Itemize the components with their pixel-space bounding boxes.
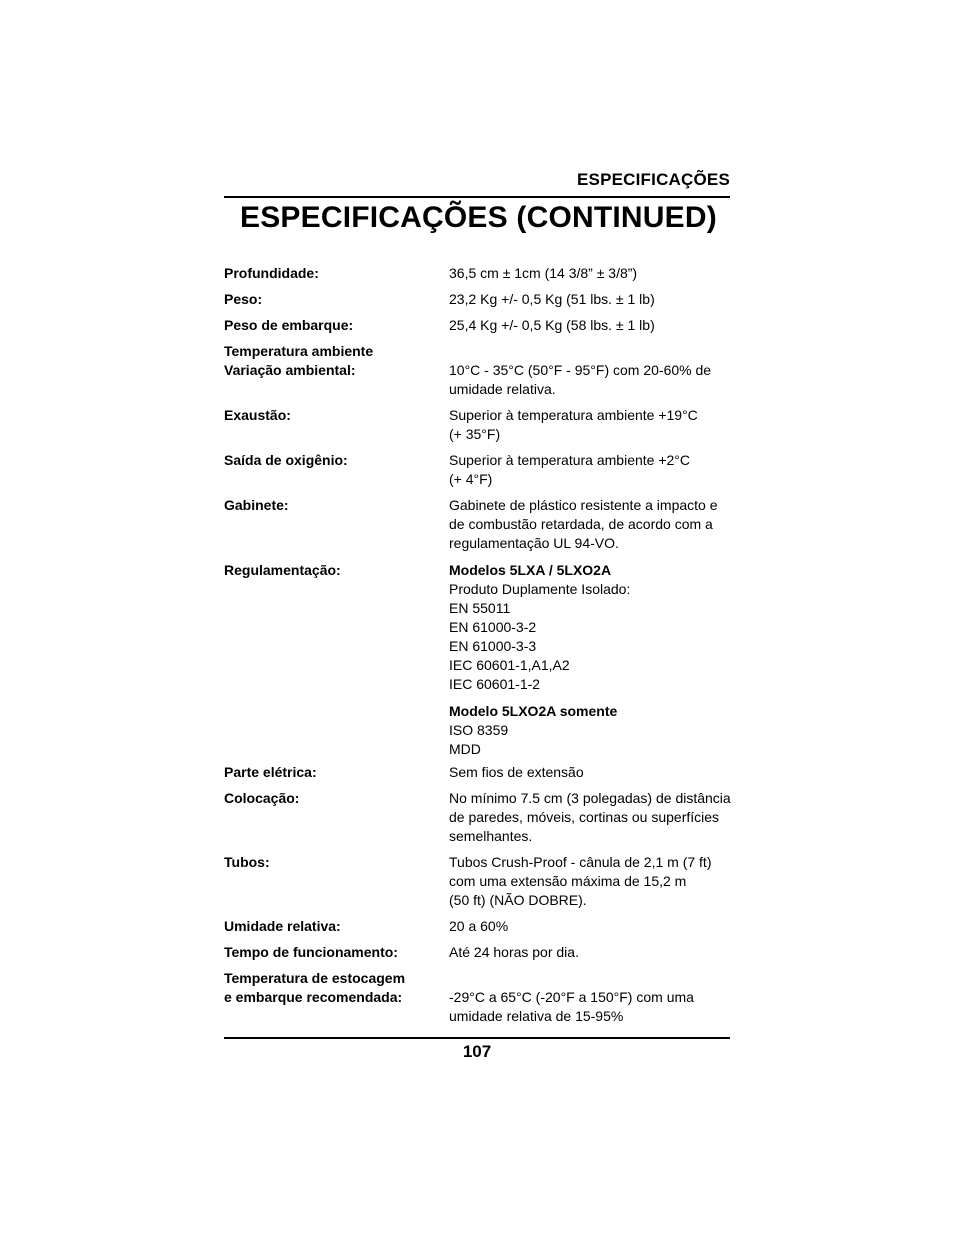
spec-label: Parte elétrica:: [224, 764, 317, 780]
spec-value: 36,5 cm ± 1cm (14 3/8” ± 3/8”): [449, 265, 638, 281]
spec-label-line: Variação ambiental:: [224, 362, 356, 378]
spec-value-line: umidade relativa de 15-95%: [449, 1008, 624, 1024]
spec-value-line: 10°C - 35°C (50°F - 95°F) com 20-60% de: [449, 362, 712, 378]
spec-value: Até 24 horas por dia.: [449, 944, 579, 960]
spec-value-line: Superior à temperatura ambiente +19°C: [449, 407, 698, 423]
footer-rule: [224, 1037, 730, 1039]
spec-value-line: (50 ft) (NÃO DOBRE).: [449, 892, 587, 908]
spec-label: Regulamentação:: [224, 562, 341, 578]
regulation-item: ISO 8359: [449, 722, 509, 738]
spec-label: [224, 969, 442, 1007]
spec-value: [449, 361, 734, 399]
spec-label-line: e embarque recomendada:: [224, 989, 403, 1005]
spec-value-line: (+ 35°F): [449, 426, 501, 442]
spec-label: Peso:: [224, 291, 263, 307]
spec-label: Exaustão:: [224, 407, 291, 423]
spec-value-line: de combustão retardada, de acordo com a: [449, 516, 713, 532]
document-page: [224, 0, 730, 1235]
regulation-item: EN 61000-3-3: [449, 638, 537, 654]
spec-value-line: semelhantes.: [449, 828, 533, 844]
spec-label: Saída de oxigênio:: [224, 452, 348, 468]
spec-value: [449, 406, 734, 444]
spec-value: 20 a 60%: [449, 918, 509, 934]
spec-value-line: de paredes, móveis, cortinas ou superfícies: [449, 809, 720, 825]
header-rule: [224, 196, 730, 198]
spec-value-line: Tubos Crush-Proof - cânula de 2,1 m (7 ft): [449, 854, 712, 870]
spec-label: Colocação:: [224, 790, 300, 806]
regulation-item: EN 55011: [449, 600, 511, 616]
spec-label: Profundidade:: [224, 265, 319, 281]
spec-value: 23,2 Kg +/- 0,5 Kg (51 lbs. ± 1 lb): [449, 291, 655, 307]
regulation-item: IEC 60601-1-2: [449, 676, 541, 692]
regulation-group-heading: Modelo 5LXO2A somente: [449, 703, 618, 719]
spec-label: Tubos:: [224, 854, 270, 870]
regulation-item: EN 61000-3-2: [449, 619, 537, 635]
regulation-group-heading: Modelos 5LXA / 5LXO2A: [449, 562, 612, 578]
spec-value-line: umidade relativa.: [449, 381, 556, 397]
spec-value-line: Gabinete de plástico resistente a impacto e: [449, 497, 718, 513]
spec-label: Tempo de funcionamento:: [224, 944, 398, 960]
spec-value: [449, 561, 734, 759]
running-head: ESPECIFICAÇÕES: [577, 170, 730, 189]
spec-label: Peso de embarque:: [224, 317, 354, 333]
spec-value-line: (+ 4°F): [449, 471, 493, 487]
spec-value: [449, 853, 734, 910]
spec-value: [449, 988, 734, 1026]
spec-label: [224, 342, 442, 380]
spec-label-line: Temperatura de estocagem: [224, 970, 406, 986]
spec-label: Umidade relativa:: [224, 918, 341, 934]
page-title: ESPECIFICAÇÕES (CONTINUED): [240, 201, 717, 234]
spec-label-line: Temperatura ambiente: [224, 343, 374, 359]
spec-value-line: regulamentação UL 94-VO.: [449, 535, 619, 551]
page-number: 107: [462, 1042, 492, 1061]
spec-value-line: -29°C a 65°C (-20°F a 150°F) com uma: [449, 989, 694, 1005]
regulation-item: IEC 60601-1,A1,A2: [449, 657, 570, 673]
spec-label: Gabinete:: [224, 497, 289, 513]
spec-value: [449, 789, 734, 846]
spec-value-line: No mínimo 7.5 cm (3 polegadas) de distância: [449, 790, 731, 806]
spec-value: Sem fios de extensão: [449, 764, 584, 780]
spec-value-line: Superior à temperatura ambiente +2°C: [449, 452, 691, 468]
spec-value: [449, 496, 734, 553]
regulation-item: MDD: [449, 741, 481, 757]
spec-value: 25,4 Kg +/- 0,5 Kg (58 lbs. ± 1 lb): [449, 317, 655, 333]
regulation-item: Produto Duplamente Isolado:: [449, 581, 631, 597]
spec-value-line: com uma extensão máxima de 15,2 m: [449, 873, 687, 889]
spec-value: [449, 451, 734, 489]
